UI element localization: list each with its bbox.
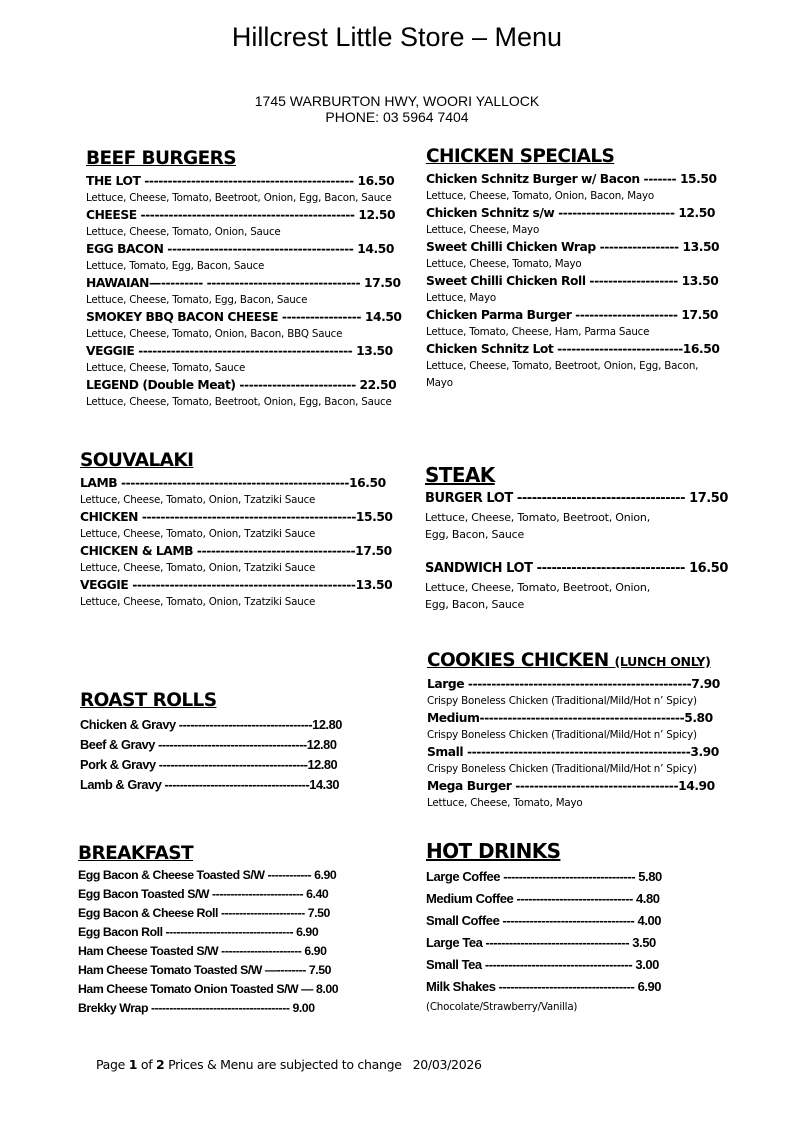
item-name-price: Ham Cheese Tomato Toasted S/W —-------- 7.50 xyxy=(78,963,332,977)
item-name-price: CHEESE ---------------------------------------------- 12.50 xyxy=(86,208,396,222)
section-title: HOT DRINKS xyxy=(426,839,561,863)
item-name-price: Chicken Parma Burger ---------------------- 17.50 xyxy=(426,308,719,322)
menu-item xyxy=(427,676,720,710)
menu-item xyxy=(427,744,720,778)
of-label: of xyxy=(140,1057,153,1072)
item-name-price: Sweet Chilli Chicken Wrap ----------------- 13.50 xyxy=(426,240,720,254)
item-description: Lettuce, Tomato, Cheese, Ham, Parma Sauce xyxy=(426,326,650,338)
item-description: Lettuce, Cheese, Tomato, Onion, Tzatziki Sauce xyxy=(80,528,316,540)
item-name-price: LEGEND (Double Meat) ------------------------- 22.50 xyxy=(86,378,397,392)
item-name-price: SMOKEY BBQ BACON CHEESE ----------------- 14.50 xyxy=(86,310,402,324)
item-name-price: CHICKEN & LAMB ----------------------------------17.50 xyxy=(80,544,392,558)
section-title: CHICKEN SPECIALS xyxy=(426,146,615,167)
item-name-price: Small Coffee ---------------------------------- 4.00 xyxy=(426,913,662,928)
section-subtitle: (LUNCH ONLY) xyxy=(614,654,711,669)
menu-item xyxy=(426,341,726,392)
item-description: Lettuce, Cheese, Tomato, Egg, Bacon, Sauce xyxy=(86,294,308,306)
menu-item xyxy=(426,273,726,307)
item-description: Crispy Boneless Chicken (Traditional/Mild/Hot n’ Spicy) xyxy=(427,763,697,775)
item-description: Lettuce, Cheese, Tomato, Onion, Tzatziki Sauce xyxy=(80,494,316,506)
section-hot-drinks xyxy=(426,840,662,1017)
item-name-price: Medium--------------------------------------------5.80 xyxy=(427,711,713,725)
section-roast-rolls xyxy=(80,690,342,795)
menu-item xyxy=(86,207,402,241)
section-souvalaki xyxy=(80,450,393,611)
section-breakfast xyxy=(78,843,338,1018)
item-name-price: SANDWICH LOT ------------------------------ 16.50 xyxy=(425,561,728,576)
item-description: Lettuce, Cheese, Tomato, Onion, Bacon, BBQ Sauce xyxy=(86,328,343,340)
page-total: 2 xyxy=(155,1057,165,1072)
item-name-price: Pork & Gravy ---------------------------------------12.80 xyxy=(80,757,338,772)
menu-item xyxy=(426,307,726,341)
item-name-price: LAMB -------------------------------------------------16.50 xyxy=(80,476,386,490)
item-name-price: Large ------------------------------------------------7.90 xyxy=(427,677,720,691)
section-title: ROAST ROLLS xyxy=(80,690,217,711)
section-title: BREAKFAST xyxy=(78,843,194,864)
item-description: Lettuce, Cheese, Tomato, Onion, Sauce xyxy=(86,226,281,238)
menu-item xyxy=(86,241,402,275)
page-number: 1 xyxy=(128,1057,138,1072)
item-name-price: Large Coffee ---------------------------------- 5.80 xyxy=(426,869,662,884)
item-description: Lettuce, Cheese, Tomato, Onion, Bacon, Mayo xyxy=(426,190,654,202)
menu-item xyxy=(80,475,393,509)
section-title: BEEF BURGERS xyxy=(86,148,237,169)
section-title xyxy=(427,650,720,673)
menu-item xyxy=(80,509,393,543)
item-name-price: Chicken Schnitz Lot ---------------------------16.50 xyxy=(426,342,720,356)
page-title: Hillcrest Little Store – Menu xyxy=(231,22,563,52)
menu-item xyxy=(86,343,402,377)
item-name-price: Large Tea ------------------------------------- 3.50 xyxy=(426,935,656,950)
item-description: Lettuce, Cheese, Tomato, Beetroot, Onion, Egg, Bacon, Mayo xyxy=(426,360,699,389)
menu-item xyxy=(427,710,720,744)
page-footer xyxy=(96,1057,482,1072)
menu-item xyxy=(426,171,726,205)
item-name-price: Brekky Wrap -------------------------------------- 9.00 xyxy=(78,1001,315,1015)
menu-item xyxy=(425,559,728,613)
item-name-price: HAWAIAN—--------- --------------------------------- 17.50 xyxy=(86,276,401,290)
item-name-price: Chicken Schnitz Burger w/ Bacon ------- 15.50 xyxy=(426,172,717,186)
item-name-price: Mega Burger -----------------------------------14.90 xyxy=(427,779,715,793)
item-description: Lettuce, Cheese, Tomato, Beetroot, Onion, Egg, Bacon, Sauce xyxy=(86,192,392,204)
item-name-price: Egg Bacon & Cheese Roll ----------------------- 7.50 xyxy=(78,906,330,920)
menu-item xyxy=(86,173,402,207)
item-name-price: VEGGIE ---------------------------------------------- 13.50 xyxy=(86,344,393,358)
store-phone: PHONE: 03 5964 7404 xyxy=(325,109,469,125)
store-address: 1745 WARBURTON HWY, WOORI YALLOCK xyxy=(254,93,540,109)
item-name-price: Chicken & Gravy -----------------------------------12.80 xyxy=(80,717,342,732)
item-name-price: Small ------------------------------------------------3.90 xyxy=(427,745,719,759)
menu-item xyxy=(86,309,402,343)
item-name-price: EGG BACON ---------------------------------------- 14.50 xyxy=(86,242,394,256)
item-name-price: BURGER LOT ---------------------------------- 17.50 xyxy=(425,491,728,506)
item-name-price: Egg Bacon Roll ----------------------------------- 6.90 xyxy=(78,925,319,939)
item-name-price: Egg Bacon Toasted S/W ------------------------- 6.40 xyxy=(78,887,329,901)
item-description: Lettuce, Cheese, Tomato, Beetroot, Onion, Egg, Bacon, Sauce xyxy=(425,511,650,541)
store-contact xyxy=(0,93,794,125)
item-description: Lettuce, Cheese, Tomato, Onion, Tzatziki Sauce xyxy=(80,562,316,574)
menu-item xyxy=(80,543,393,577)
item-name-price: Ham Cheese Tomato Onion Toasted S/W — 8.00 xyxy=(78,982,339,996)
item-description: Lettuce, Cheese, Tomato, Beetroot, Onion, Egg, Bacon, Sauce xyxy=(86,396,392,408)
item-name-price: Egg Bacon & Cheese Toasted S/W ------------ 6.90 xyxy=(78,868,337,882)
item-description: Lettuce, Cheese, Tomato, Mayo xyxy=(426,258,582,270)
menu-item xyxy=(426,205,726,239)
item-description: Lettuce, Cheese, Tomato, Mayo xyxy=(427,797,583,809)
item-name-price: Beef & Gravy ---------------------------------------12.80 xyxy=(80,737,337,752)
menu-item xyxy=(86,275,402,309)
item-description: Lettuce, Cheese, Mayo xyxy=(426,224,540,236)
item-name-price: Chicken Schnitz s/w ------------------------- 12.50 xyxy=(426,206,715,220)
menu-item xyxy=(426,239,726,273)
item-name-price: Milk Shakes ----------------------------------- 6.90 xyxy=(426,979,662,994)
item-name-price: Lamb & Gravy --------------------------------------14.30 xyxy=(80,777,340,792)
section-title: SOUVALAKI xyxy=(80,450,194,471)
menu-item xyxy=(427,778,720,812)
footer-note: Prices & Menu are subjected to change 20/03/2026 xyxy=(168,1057,482,1072)
section-steak xyxy=(425,464,728,613)
item-description: Lettuce, Cheese, Tomato, Sauce xyxy=(86,362,246,374)
item-description: Lettuce, Cheese, Tomato, Onion, Tzatziki Sauce xyxy=(80,596,316,608)
item-description: Crispy Boneless Chicken (Traditional/Mild/Hot n’ Spicy) xyxy=(427,695,697,707)
page-label: Page xyxy=(96,1057,126,1072)
item-description: Lettuce, Cheese, Tomato, Beetroot, Onion, Egg, Bacon, Sauce xyxy=(425,581,650,611)
item-description: Lettuce, Mayo xyxy=(426,292,497,304)
section-chicken-specials xyxy=(426,146,726,392)
section-beef-burgers xyxy=(86,148,402,411)
item-name-price: Ham Cheese Toasted S/W ---------------------- 6.90 xyxy=(78,944,327,958)
section-title-main: COOKIES CHICKEN xyxy=(427,650,609,671)
item-description: (Chocolate/Strawberry/Vanilla) xyxy=(426,1001,578,1013)
menu-item xyxy=(80,577,393,611)
item-name-price: Sweet Chilli Chicken Roll ------------------- 13.50 xyxy=(426,274,719,288)
item-name-price: VEGGIE ------------------------------------------------13.50 xyxy=(80,578,393,592)
menu-item xyxy=(425,489,728,543)
section-title: STEAK xyxy=(425,463,495,487)
section-cookies-chicken xyxy=(427,650,720,812)
item-description: Lettuce, Tomato, Egg, Bacon, Sauce xyxy=(86,260,265,272)
item-name-price: Medium Coffee ------------------------------ 4.80 xyxy=(426,891,660,906)
item-name-price: CHICKEN ----------------------------------------------15.50 xyxy=(80,510,393,524)
menu-item xyxy=(86,377,402,411)
item-name-price: Small Tea -------------------------------------- 3.00 xyxy=(426,957,659,972)
item-name-price: THE LOT --------------------------------------------- 16.50 xyxy=(86,174,395,188)
item-description: Crispy Boneless Chicken (Traditional/Mild/Hot n’ Spicy) xyxy=(427,729,697,741)
